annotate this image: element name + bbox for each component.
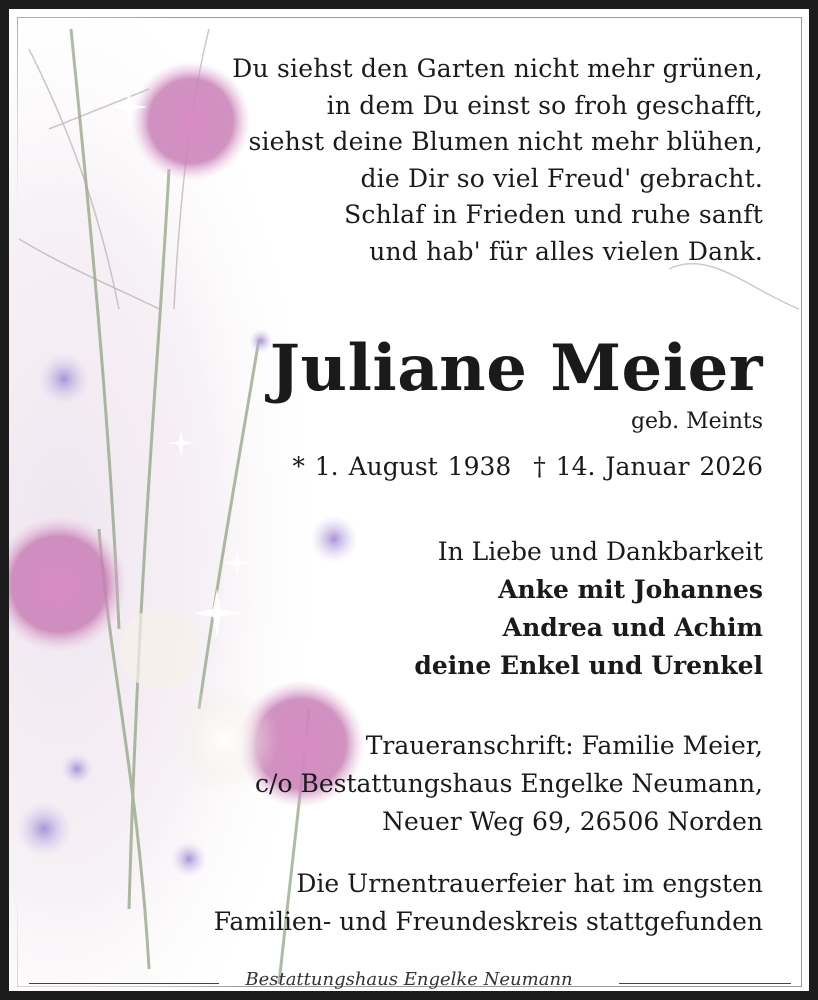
address-line: Traueranschrift: Familie Meier, bbox=[365, 731, 763, 760]
ceremony-line: Familien- und Freundeskreis stattgefunden bbox=[213, 907, 763, 936]
mourner-name: Andrea und Achim bbox=[502, 613, 763, 642]
funeral-home-name: Bestattungshaus Engelke Neumann bbox=[245, 969, 573, 990]
footer bbox=[9, 967, 809, 997]
life-dates bbox=[292, 447, 763, 487]
death-date: † 14. Januar 2026 bbox=[533, 452, 763, 481]
address-line: c/o Bestattungshaus Engelke Neumann, bbox=[255, 769, 763, 798]
mourning-address bbox=[255, 727, 763, 841]
birth-date: * 1. August 1938 bbox=[292, 452, 512, 481]
poem-line: siehst deine Blumen nicht mehr blühen, bbox=[248, 127, 763, 156]
mourners-intro: In Liebe und Dankbarkeit bbox=[437, 537, 763, 566]
poem-line: und hab' für alles vielen Dank. bbox=[369, 236, 763, 266]
address-line: Neuer Weg 69, 26506 Norden bbox=[382, 807, 763, 836]
poem-line: Schlaf in Frieden und ruhe sanft bbox=[344, 200, 763, 229]
poem-line: in dem Du einst so froh geschafft, bbox=[326, 90, 763, 120]
poem-line: die Dir so viel Freud' gebracht. bbox=[360, 163, 763, 193]
mourner-name: Anke mit Johannes bbox=[498, 575, 763, 604]
birth-name: geb. Meints bbox=[630, 409, 763, 434]
mourners bbox=[414, 533, 763, 685]
ceremony-line: Die Urnentrauerfeier hat im engsten bbox=[296, 869, 763, 898]
deceased-name: Juliane Meier bbox=[269, 331, 763, 406]
ceremony-note bbox=[214, 865, 763, 941]
footer-rule-right bbox=[619, 983, 791, 984]
poem bbox=[232, 51, 763, 270]
poem-line: Du siehst den Garten nicht mehr grünen, bbox=[232, 54, 763, 83]
mourner-name: deine Enkel und Urenkel bbox=[414, 651, 763, 680]
